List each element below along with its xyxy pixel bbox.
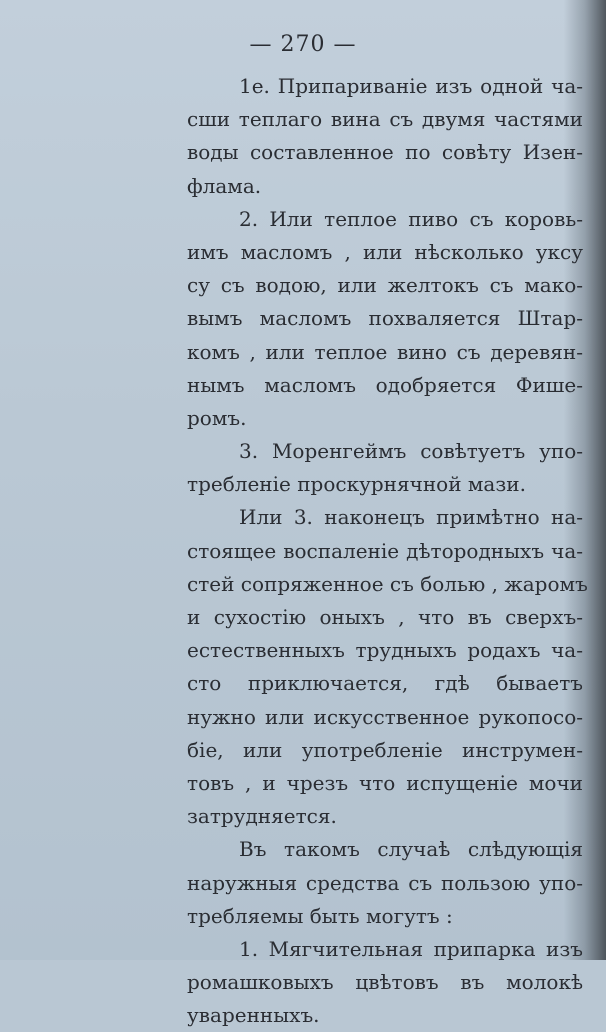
text-line [187,103,587,136]
text-line [187,302,587,335]
text-line [187,867,587,900]
text-line [187,734,587,767]
text-line-content: естественныхъ трудныхъ родахъ ча- [187,638,583,663]
text-line-content: вымъ масломъ похваляется Штар- [187,306,583,331]
text-line-content: комъ , или теплое вино съ деревян- [187,339,583,364]
text-line [187,966,587,999]
text-line-content: 2. Или теплое пиво съ коровь- [239,206,583,231]
text-line [187,701,587,734]
text-line-content: Въ такомъ случаѣ слѣдующія [239,837,583,862]
text-line [187,933,587,966]
text-line-content: стей сопряженное съ болью , жаромъ [187,571,588,596]
text-line [187,601,587,634]
text-line-content: біе, или употребленіе инструмен- [187,737,583,762]
text-line [187,501,587,534]
text-line-content: 1. Мягчительная припарка изъ [239,936,583,961]
text-line-content: нымъ масломъ одобряется Фише- [187,372,583,397]
text-line-content: су съ водою, или желтокъ съ мако- [187,273,583,298]
text-line [187,435,587,468]
text-line-content: требленіе проскурнячной мази. [187,472,526,497]
text-line [187,999,587,1032]
text-line [187,767,587,800]
text-line [187,833,587,866]
text-line [187,369,587,402]
text-line-content: ромашковыхъ цвѣтовъ въ молокѣ [187,970,583,995]
text-line [187,568,587,601]
text-line [187,468,587,501]
text-line-content: нужно или искусственное рукопосо- [187,704,583,729]
text-line-content: ромъ. [187,405,247,430]
text-line [187,634,587,667]
text-line-content: товъ , и чрезъ что испущеніе мочи [187,770,583,795]
text-line-content: уваренныхъ. [187,1003,320,1028]
text-line-content: Или 3. наконецъ примѣтно на- [239,505,583,530]
text-line [187,535,587,568]
text-line [187,136,587,169]
text-line-content: 1е. Припариваніе изъ одной ча- [239,74,583,98]
text-line-content: сто приключается, гдѣ бываетъ [187,671,583,696]
text-line-content: требляемы быть могутъ : [187,903,453,928]
text-line-content: наружныя средства съ пользою упо- [187,870,583,895]
text-line [187,336,587,369]
text-line [187,800,587,833]
text-line [187,667,587,700]
text-line-content: 3. Моренгеймъ совѣтуетъ упо- [239,439,583,464]
text-line [187,402,587,435]
text-line [187,269,587,302]
text-line-content: имъ масломъ , или нѣсколько уксу [187,239,583,264]
page-number: — 270 — [249,32,357,57]
text-line-content: воды составленное по совѣту Изен- [187,140,583,165]
text-line [187,236,587,269]
text-line [187,203,587,236]
text-line [187,170,587,203]
body-text [187,70,587,1032]
text-line [187,70,587,103]
text-line-content: флама. [187,173,262,198]
text-line [187,900,587,933]
text-line-content: сши теплаго вина съ двумя частями [187,107,583,132]
text-line-content: затрудняется. [187,804,337,829]
text-line-content: стоящее воспаленіе дѣтородныхъ ча- [187,538,583,563]
text-line-content: и сухостію оныхъ , что въ сверхъ- [187,605,583,629]
